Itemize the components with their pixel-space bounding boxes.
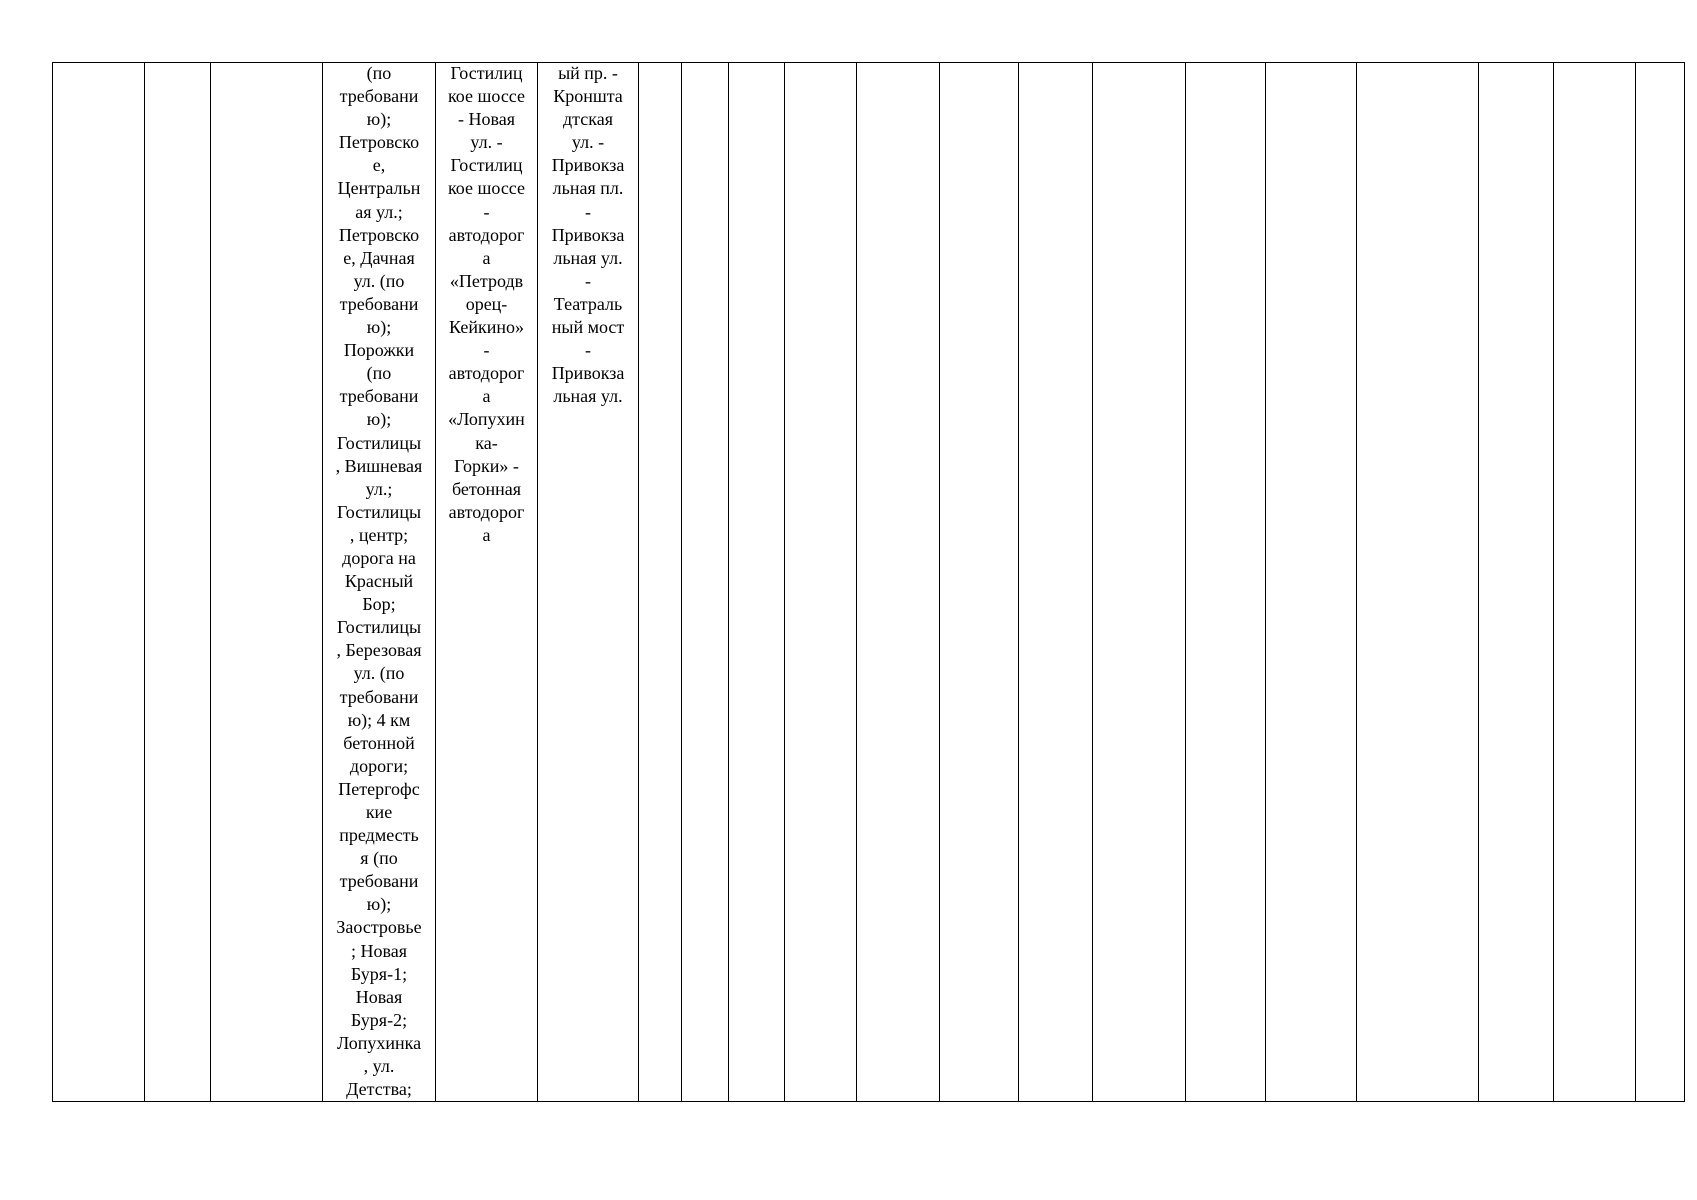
cell-eco-class (1093, 63, 1186, 1102)
cell-length-reverse (682, 63, 729, 1102)
cell-vehicle-count (1019, 63, 1093, 1102)
cell-registry-number (145, 63, 211, 1102)
route-forward-text: Гостилиц кое шоссе - Новая ул. - Гостилиц кое шоссе - автодорог а «Петродв орец- Кейкино» - автодорог а «Лопухин ка- Горки» - бетонная автодорог а (447, 63, 526, 545)
cell-start-date (1186, 63, 1266, 1102)
cell-route-name (211, 63, 323, 1102)
cell-stops (323, 63, 436, 1102)
cell-tariff-type (785, 63, 857, 1102)
cell-carrier-name (1266, 63, 1357, 1102)
cell-length-forward (639, 63, 682, 1102)
cell-vehicle-class (940, 63, 1019, 1102)
cell-vehicle-type (857, 63, 940, 1102)
cell-route-number (53, 63, 145, 1102)
cell-route-forward (436, 63, 538, 1102)
cell-inn (1479, 63, 1554, 1102)
table-row (53, 63, 1685, 1102)
cell-schedule (1554, 63, 1636, 1102)
cell-route-reverse (538, 63, 639, 1102)
route-table (52, 62, 1685, 1102)
stops-text: (по требовани ю); Петровско е, Центральн ая ул.; Петровско е, Дачная ул. (по требовани ю); Порожки (по требовани ю); Гостилицы , Вишневая ул.; Гостилицы , центр; дорога на Красный Бор; Гостилицы , Березовая ул. (по требовани ю); 4 км бетонной дороги; Петергофс кие предместь я (по требовани ю); Заостровье ; Новая Буря-1; Новая Буря-2; Лопухинка , ул. Детства; (335, 63, 423, 1100)
cell-stop-mode (729, 63, 785, 1102)
cell-notes (1636, 63, 1685, 1102)
cell-carrier-address (1357, 63, 1479, 1102)
route-reverse-text: ый пр. - Кроншта дтская ул. - Привокза льная пл. - Привокза льная ул. - Театраль ный мост - Привокза льная ул. (551, 63, 625, 407)
